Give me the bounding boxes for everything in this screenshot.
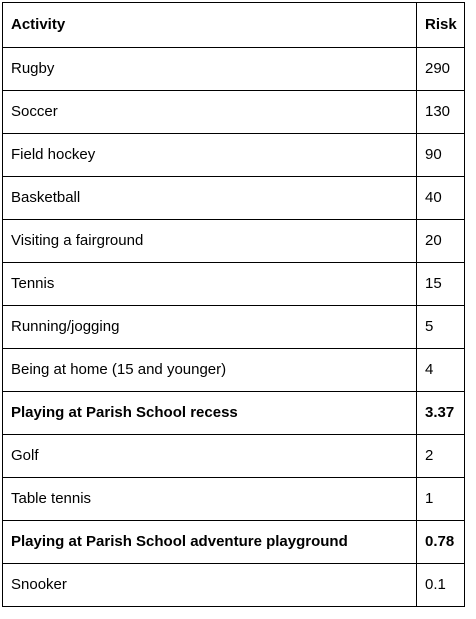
table-row — [3, 478, 465, 521]
table-body — [3, 48, 465, 607]
table-row — [3, 306, 465, 349]
risk-cell: 1 — [417, 478, 465, 521]
activity-cell: Rugby — [3, 48, 417, 91]
activity-cell: Table tennis — [3, 478, 417, 521]
activity-cell: Playing at Parish School recess — [3, 392, 417, 435]
table-row — [3, 263, 465, 306]
activity-cell: Field hockey — [3, 134, 417, 177]
risk-table — [2, 2, 465, 607]
table-row — [3, 48, 465, 91]
table-header-row — [3, 3, 465, 48]
table-row — [3, 177, 465, 220]
activity-cell: Golf — [3, 435, 417, 478]
activity-cell: Basketball — [3, 177, 417, 220]
risk-cell: 15 — [417, 263, 465, 306]
risk-cell: 0.1 — [417, 564, 465, 607]
header-activity: Activity — [3, 3, 417, 48]
activity-cell: Being at home (15 and younger) — [3, 349, 417, 392]
risk-cell: 40 — [417, 177, 465, 220]
risk-cell: 290 — [417, 48, 465, 91]
table-row — [3, 91, 465, 134]
risk-cell: 20 — [417, 220, 465, 263]
table-row — [3, 134, 465, 177]
table-row — [3, 392, 465, 435]
risk-cell: 3.37 — [417, 392, 465, 435]
risk-cell: 4 — [417, 349, 465, 392]
activity-cell: Tennis — [3, 263, 417, 306]
activity-cell: Running/jogging — [3, 306, 417, 349]
risk-cell: 130 — [417, 91, 465, 134]
activity-cell: Soccer — [3, 91, 417, 134]
table-row — [3, 220, 465, 263]
activity-cell: Playing at Parish School adventure playground — [3, 521, 417, 564]
risk-cell: 0.78 — [417, 521, 465, 564]
table-row — [3, 435, 465, 478]
risk-cell: 2 — [417, 435, 465, 478]
table-row — [3, 349, 465, 392]
header-risk: Risk — [417, 3, 465, 48]
risk-cell: 90 — [417, 134, 465, 177]
risk-cell: 5 — [417, 306, 465, 349]
table-row — [3, 521, 465, 564]
table-row — [3, 564, 465, 607]
activity-cell: Visiting a fairground — [3, 220, 417, 263]
activity-cell: Snooker — [3, 564, 417, 607]
